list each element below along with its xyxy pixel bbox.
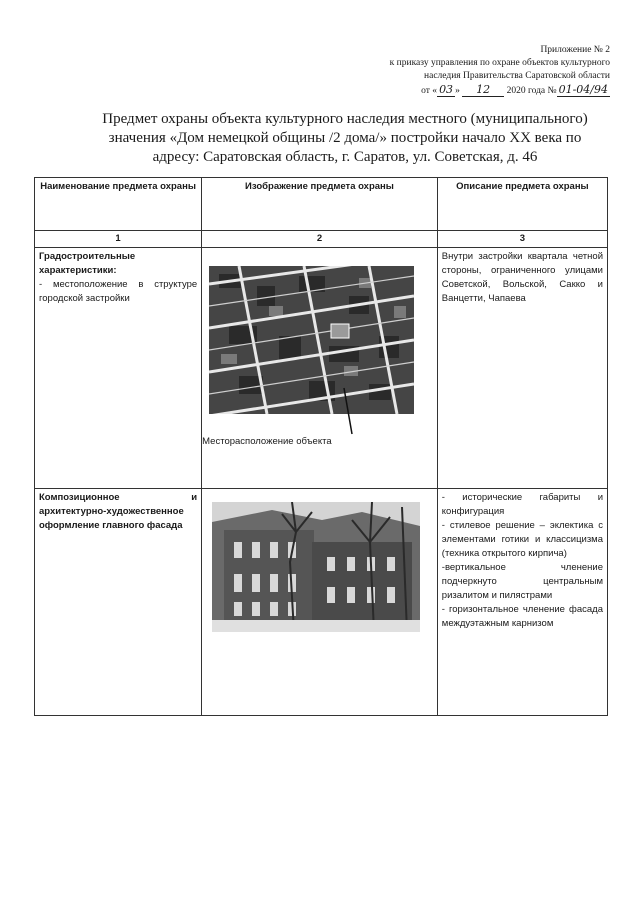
pointer-line bbox=[202, 248, 427, 448]
row2-name-title: Композиционное и архитектурно-художественное оформление главного фасада bbox=[39, 492, 198, 531]
header-image: Изображение предмета охраны bbox=[202, 178, 438, 231]
protection-table bbox=[34, 177, 608, 716]
row1-image-cell bbox=[202, 248, 438, 489]
description-item: - стилевое решение – эклектика с элементами готики и классицизма (техника открытого кирпича) bbox=[441, 520, 603, 559]
column-number-2: 2 bbox=[202, 231, 438, 248]
row1-name-cell bbox=[35, 248, 202, 489]
document-title bbox=[80, 110, 610, 167]
year-text: 2020 года № bbox=[506, 86, 557, 96]
handwritten-month: 12 bbox=[462, 83, 504, 97]
date-prefix: от « bbox=[421, 86, 438, 96]
description-item: - исторические габариты и конфигурация bbox=[441, 492, 603, 517]
table-header-row bbox=[35, 178, 608, 231]
column-number-3: 3 bbox=[437, 231, 607, 248]
table-row bbox=[35, 248, 608, 489]
description-item: -вертикальное членение подчеркнуто центральным ризалитом и пилястрами bbox=[441, 562, 603, 601]
appendix-block bbox=[280, 44, 610, 98]
appendix-order-line: к приказу управления по охране объектов культурного bbox=[389, 58, 610, 68]
row2-name-cell bbox=[35, 489, 202, 716]
row1-name-title: Градостроительные характеристики: bbox=[39, 251, 136, 276]
table-number-row bbox=[35, 231, 608, 248]
header-name: Наименование предмета охраны bbox=[35, 178, 202, 231]
row1-description-cell: Внутри застройки квартала четной стороны, ограниченного улицами Советской, Вольской, Сакко и Ванцетти, Чапаева bbox=[437, 248, 607, 489]
column-number-1: 1 bbox=[35, 231, 202, 248]
appendix-date-line bbox=[280, 83, 610, 98]
title-line-2: значения «Дом немецкой общины /2 дома/» постройки начало XX века по bbox=[108, 130, 582, 146]
table-row bbox=[35, 489, 608, 716]
header-description: Описание предмета охраны bbox=[437, 178, 607, 231]
description-item: - горизонтальное членение фасада междуэтажным карнизом bbox=[441, 604, 603, 629]
handwritten-order-number: 01-04/94 bbox=[558, 83, 608, 96]
date-mid: » bbox=[455, 86, 460, 96]
appendix-authority-line: наследия Правительства Саратовской области bbox=[424, 71, 610, 81]
title-line-1: Предмет охраны объекта культурного наследия местного (муниципального) bbox=[102, 111, 588, 127]
row1-name-detail: - местоположение в структуре городской застройки bbox=[39, 279, 198, 304]
facade-photo bbox=[212, 502, 420, 632]
row2-image-cell bbox=[202, 489, 438, 716]
appendix-title: Приложение № 2 bbox=[540, 45, 610, 55]
map-caption: Месторасположение объекта bbox=[202, 436, 332, 447]
title-line-3: адресу: Саратовская область, г. Саратов, ул. Советская, д. 46 bbox=[152, 149, 538, 165]
row2-description-cell bbox=[437, 489, 607, 716]
handwritten-day: 03 bbox=[439, 83, 454, 96]
